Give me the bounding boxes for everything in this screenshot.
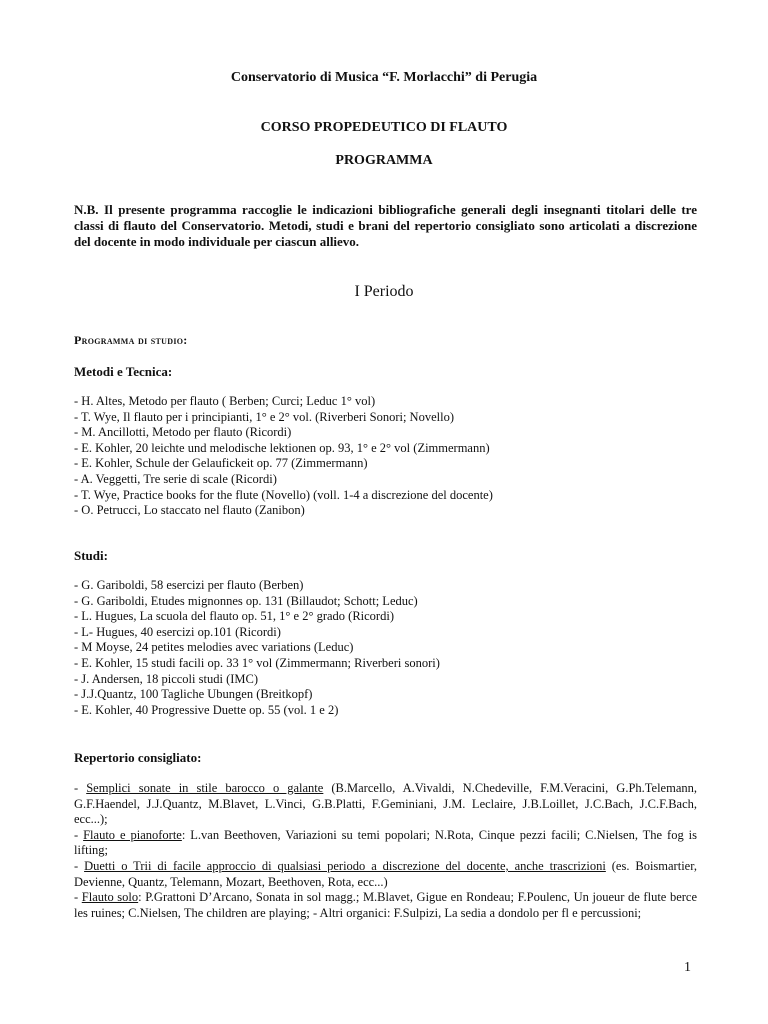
list-item: - E. Kohler, 40 Progressive Duette op. 55 (vol. 1 e 2) (74, 702, 339, 717)
period-heading: I Periodo (354, 283, 414, 300)
list-item: - Duetti o Trii di facile approccio di qualsiasi periodo a discrezione del docente, anche trascrizioni (es. Boismartier, Devienne, Quantz, Telemann, Mozart, Beethoven, Rota, ecc...) (74, 858, 697, 889)
list-item: - A. Veggetti, Tre serie di scale (Ricordi) (74, 471, 277, 486)
repertorio-list (74, 781, 697, 921)
list-item: - E. Kohler, 20 leichte und melodische lektionen op. 93, 1° e 2° vol (Zimmermann) (74, 440, 490, 455)
list-item: - L- Hugues, 40 esercizi op.101 (Ricordi) (74, 624, 281, 639)
page-number: 1 (684, 960, 691, 975)
course-title: CORSO PROPEDEUTICO DI FLAUTO (260, 120, 508, 135)
repertoire-category: Flauto e pianoforte (83, 827, 182, 842)
metodi-list (74, 394, 704, 519)
list-item: - O. Petrucci, Lo staccato nel flauto (Zanibon) (74, 503, 305, 518)
institution-title: Conservatorio di Musica “F. Morlacchi” di Perugia (230, 70, 538, 85)
list-item: - T. Wye, Practice books for the flute (Novello) (voll. 1-4 a discrezione del docente) (74, 487, 493, 502)
list-item: - G. Gariboldi, 58 esercizi per flauto (Berben) (74, 578, 304, 592)
program-title: PROGRAMMA (335, 153, 433, 168)
list-item: - M. Ancillotti, Metodo per flauto (Ricordi) (74, 425, 292, 440)
studi-list (74, 578, 704, 718)
repertoire-category: Duetti o Trii di facile approccio di qualsiasi periodo a discrezione del docente, anche trascrizioni (84, 858, 606, 873)
note-paragraph: N.B. Il presente programma raccoglie le indicazioni bibliografiche generali degli insegnanti titolari delle tre classi di flauto del Conservatorio. Metodi, studi e brani del repertorio consigliato sono articolati a discrezione del docente in modo individuale per ciascun allievo. (74, 202, 697, 249)
list-item: - M Moyse, 24 petites melodies avec variations (Leduc) (74, 640, 354, 655)
list-item: - Flauto e pianoforte: L.van Beethoven, Variazioni su temi popolari; N.Rota, Cinque pezzi facili; C.Nielsen, The fog is lifting; (74, 827, 697, 858)
list-item: - Flauto solo: P.Grattoni D’Arcano, Sonata in sol magg.; M.Blavet, Gigue en Rondeau; F.Poulenc, Un joueur de flute berce les ruines; C.Nielsen, The children are playing; - Altri organici: F.Sulpizi, La sedia a dondolo per fl e percussioni; (74, 890, 697, 920)
list-item: - G. Gariboldi, Etudes mignonnes op. 131 (Billaudot; Schott; Leduc) (74, 593, 418, 608)
list-item: - E. Kohler, 15 studi facili op. 33 1° vol (Zimmermann; Riverberi sonori) (74, 655, 440, 670)
list-item: - Semplici sonate in stile barocco o galante (B.Marcello, A.Vivaldi, N.Chedeville, F.M.Veracini, G.Ph.Telemann, G.F.Haendel, J.J.Quantz, M.Blavet, L.Vinci, G.B.Platti, F.Geminiani, J.M. Leclaire, J.B.Loillet, J.C.Bach, J.C.F.Bach, ecc...); (74, 781, 698, 827)
repertoire-category: Semplici sonate in stile barocco o galante (86, 781, 324, 795)
metodi-heading: Metodi e Tecnica: (74, 364, 173, 379)
list-item: - L. Hugues, La scuola del flauto op. 51, 1° e 2° grado (Ricordi) (74, 609, 394, 624)
list-item: - E. Kohler, Schule der Gelaufickeit op. 77 (Zimmermann) (74, 456, 368, 471)
repertorio-heading: Repertorio consigliato: (74, 750, 202, 765)
list-item: - J.J.Quantz, 100 Tagliche Ubungen (Breitkopf) (74, 687, 313, 702)
list-item: - T. Wye, Il flauto per i principianti, 1° e 2° vol. (Riverberi Sonori; Novello) (74, 409, 454, 424)
repertoire-category: Flauto solo (81, 890, 139, 905)
list-item: - H. Altes, Metodo per flauto ( Berben; Curci; Leduc 1° vol) (74, 394, 376, 408)
list-item: - J. Andersen, 18 piccoli studi (IMC) (74, 671, 259, 686)
studi-heading: Studi: (74, 548, 108, 563)
study-program-heading: Programma di studio: (74, 333, 188, 347)
